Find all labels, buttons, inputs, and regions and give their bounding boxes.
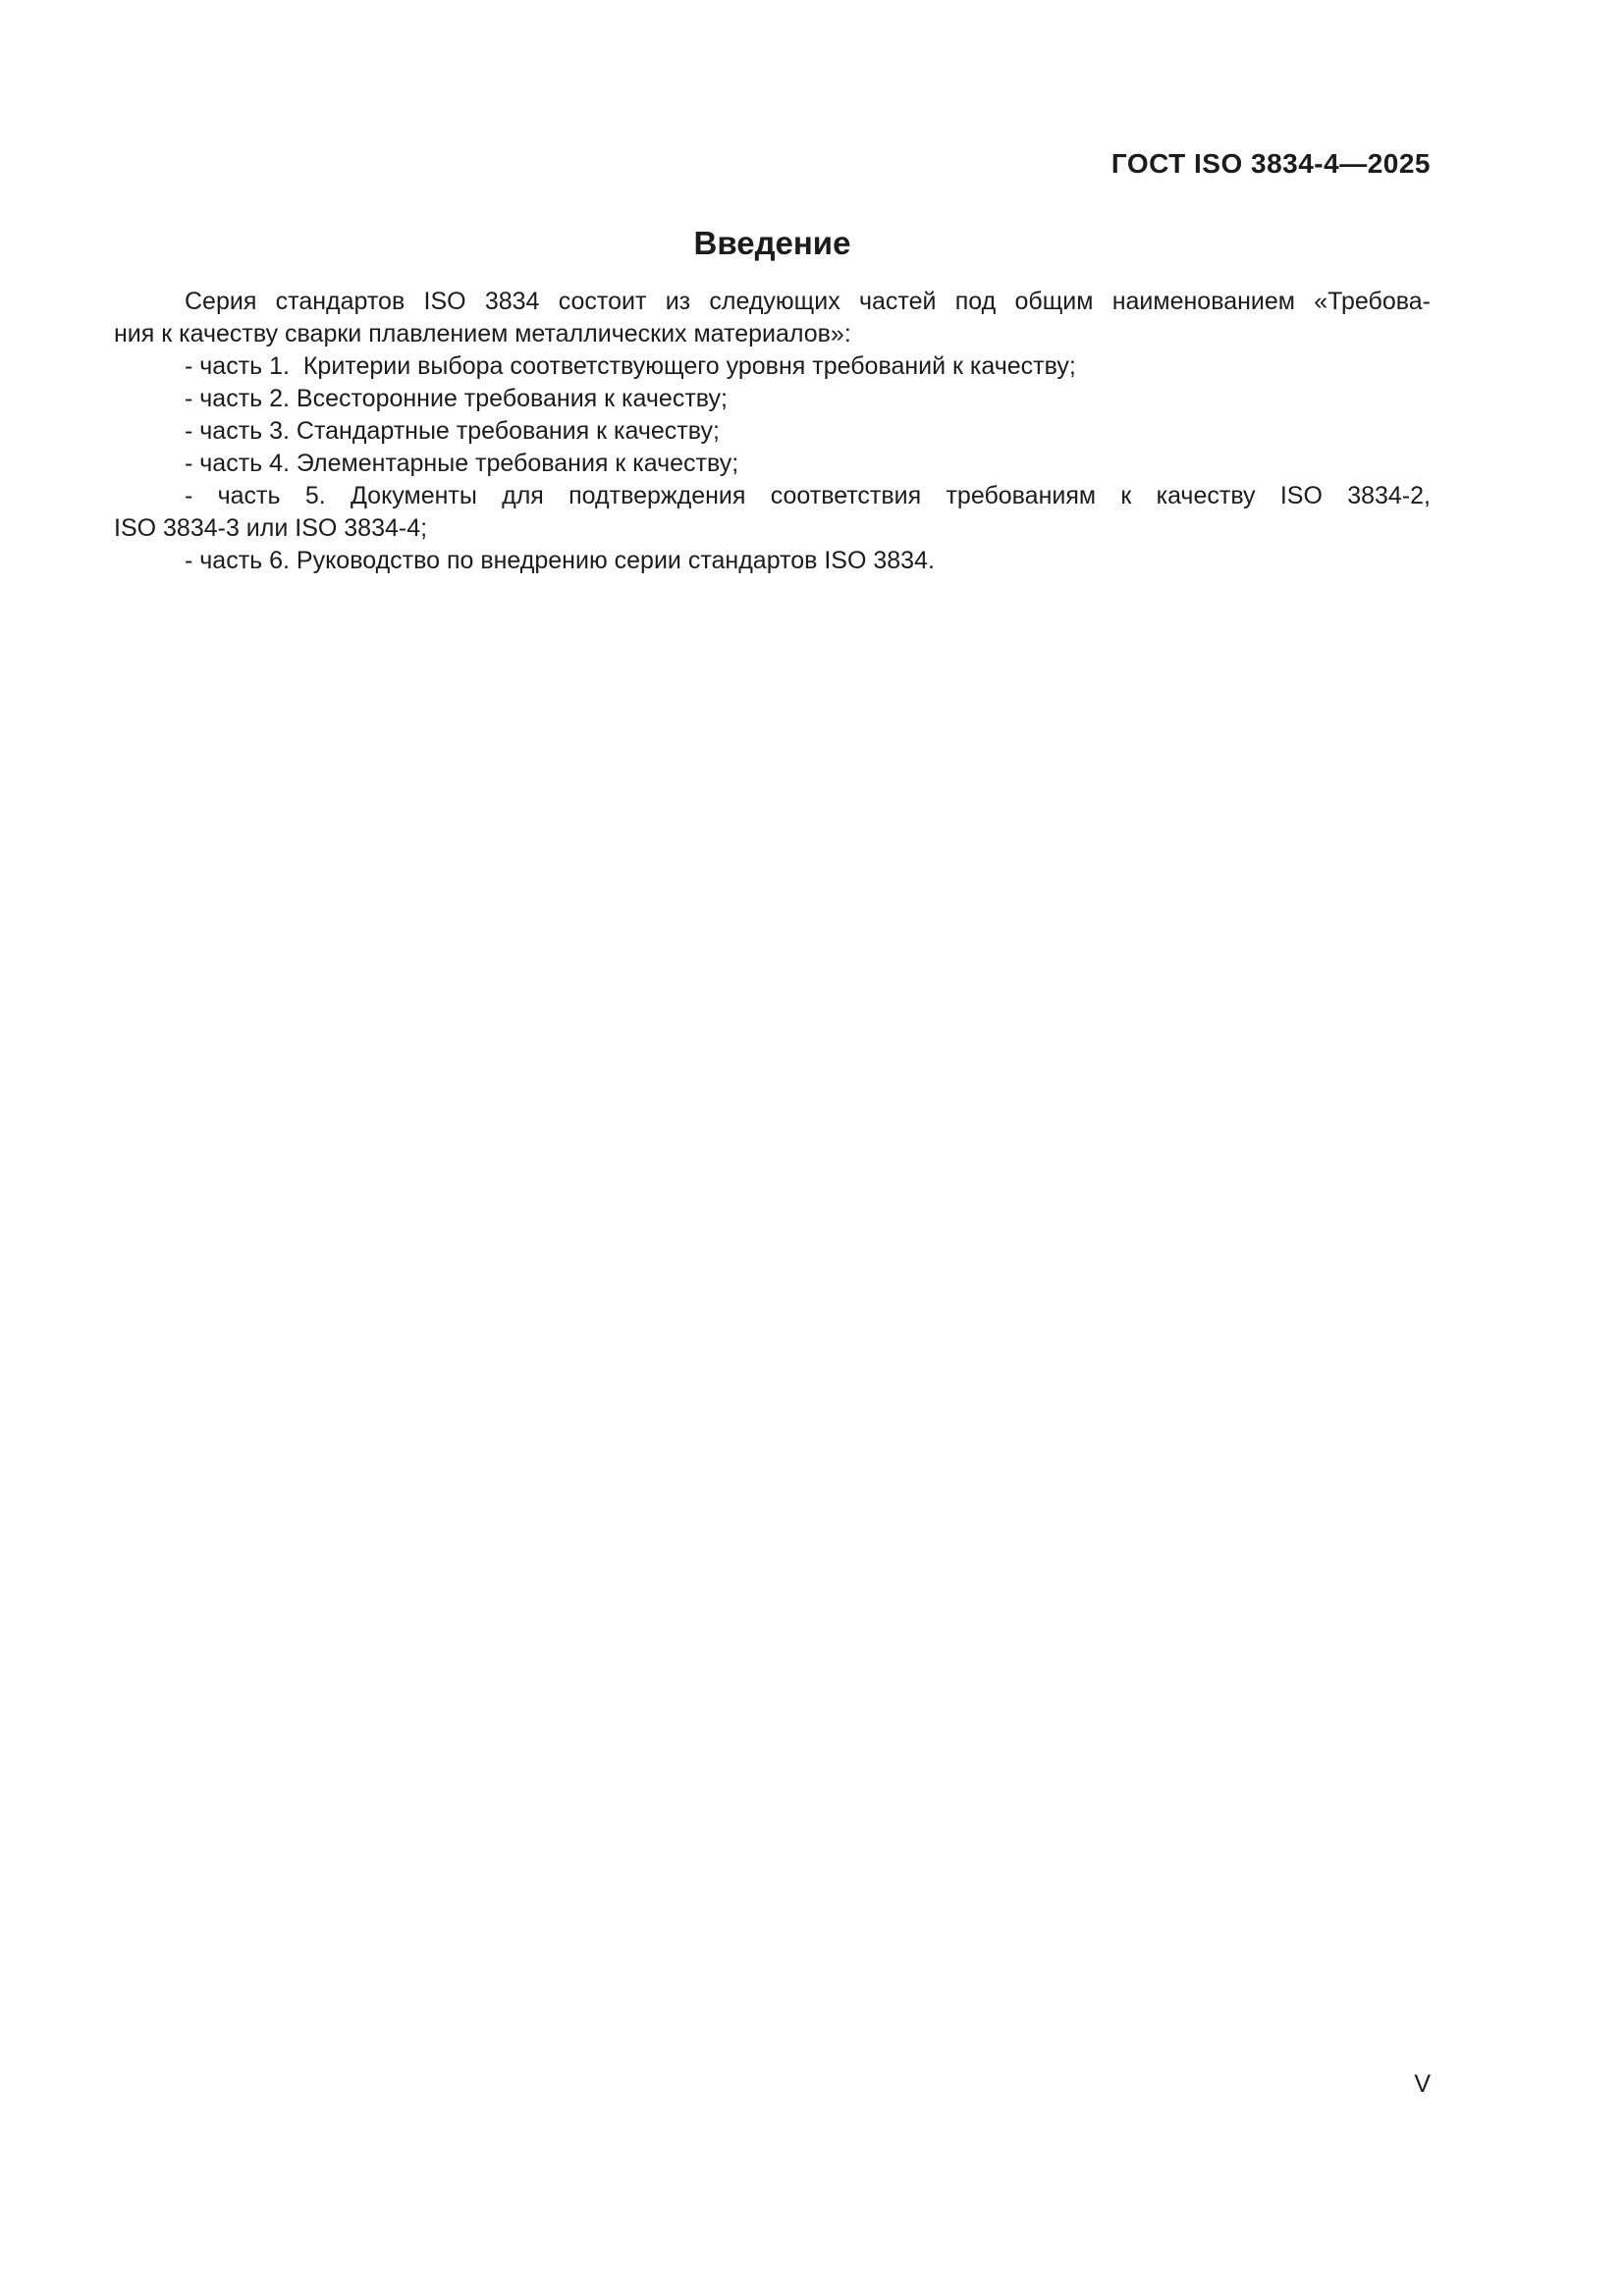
section-title: Введение xyxy=(693,225,851,261)
list-item-part-5: - часть 5. Документы для подтверждения соответствия требованиям к качеству ISO 3834-2, xyxy=(185,482,1431,509)
intro-paragraph-line-1: Серия стандартов ISO 3834 состоит из следующих частей под общим наименованием «Требова- xyxy=(185,288,1431,315)
page-number: V xyxy=(1414,2070,1431,2098)
list-item-part-1: - часть 1. Критерии выбора соответствующего уровня требований к качеству; xyxy=(185,352,1076,380)
list-item-part-3: - часть 3. Стандартные требования к качеству; xyxy=(185,417,720,445)
list-item-part-2: - часть 2. Всесторонние требования к качеству; xyxy=(185,385,728,412)
list-item-part-6: - часть 6. Руководство по внедрению серии стандартов ISO 3834. xyxy=(185,547,935,574)
list-item-part-4: - часть 4. Элементарные требования к качеству; xyxy=(185,450,739,477)
intro-paragraph-line-2: ния к качеству сварки плавлением металлических материалов»: xyxy=(114,320,851,347)
introduction-text xyxy=(114,286,1431,577)
list-item-part-5-continuation: ISO 3834-3 или ISO 3834-4; xyxy=(114,514,428,542)
standard-designation: ГОСТ ISO 3834-4—2025 xyxy=(1110,148,1431,179)
